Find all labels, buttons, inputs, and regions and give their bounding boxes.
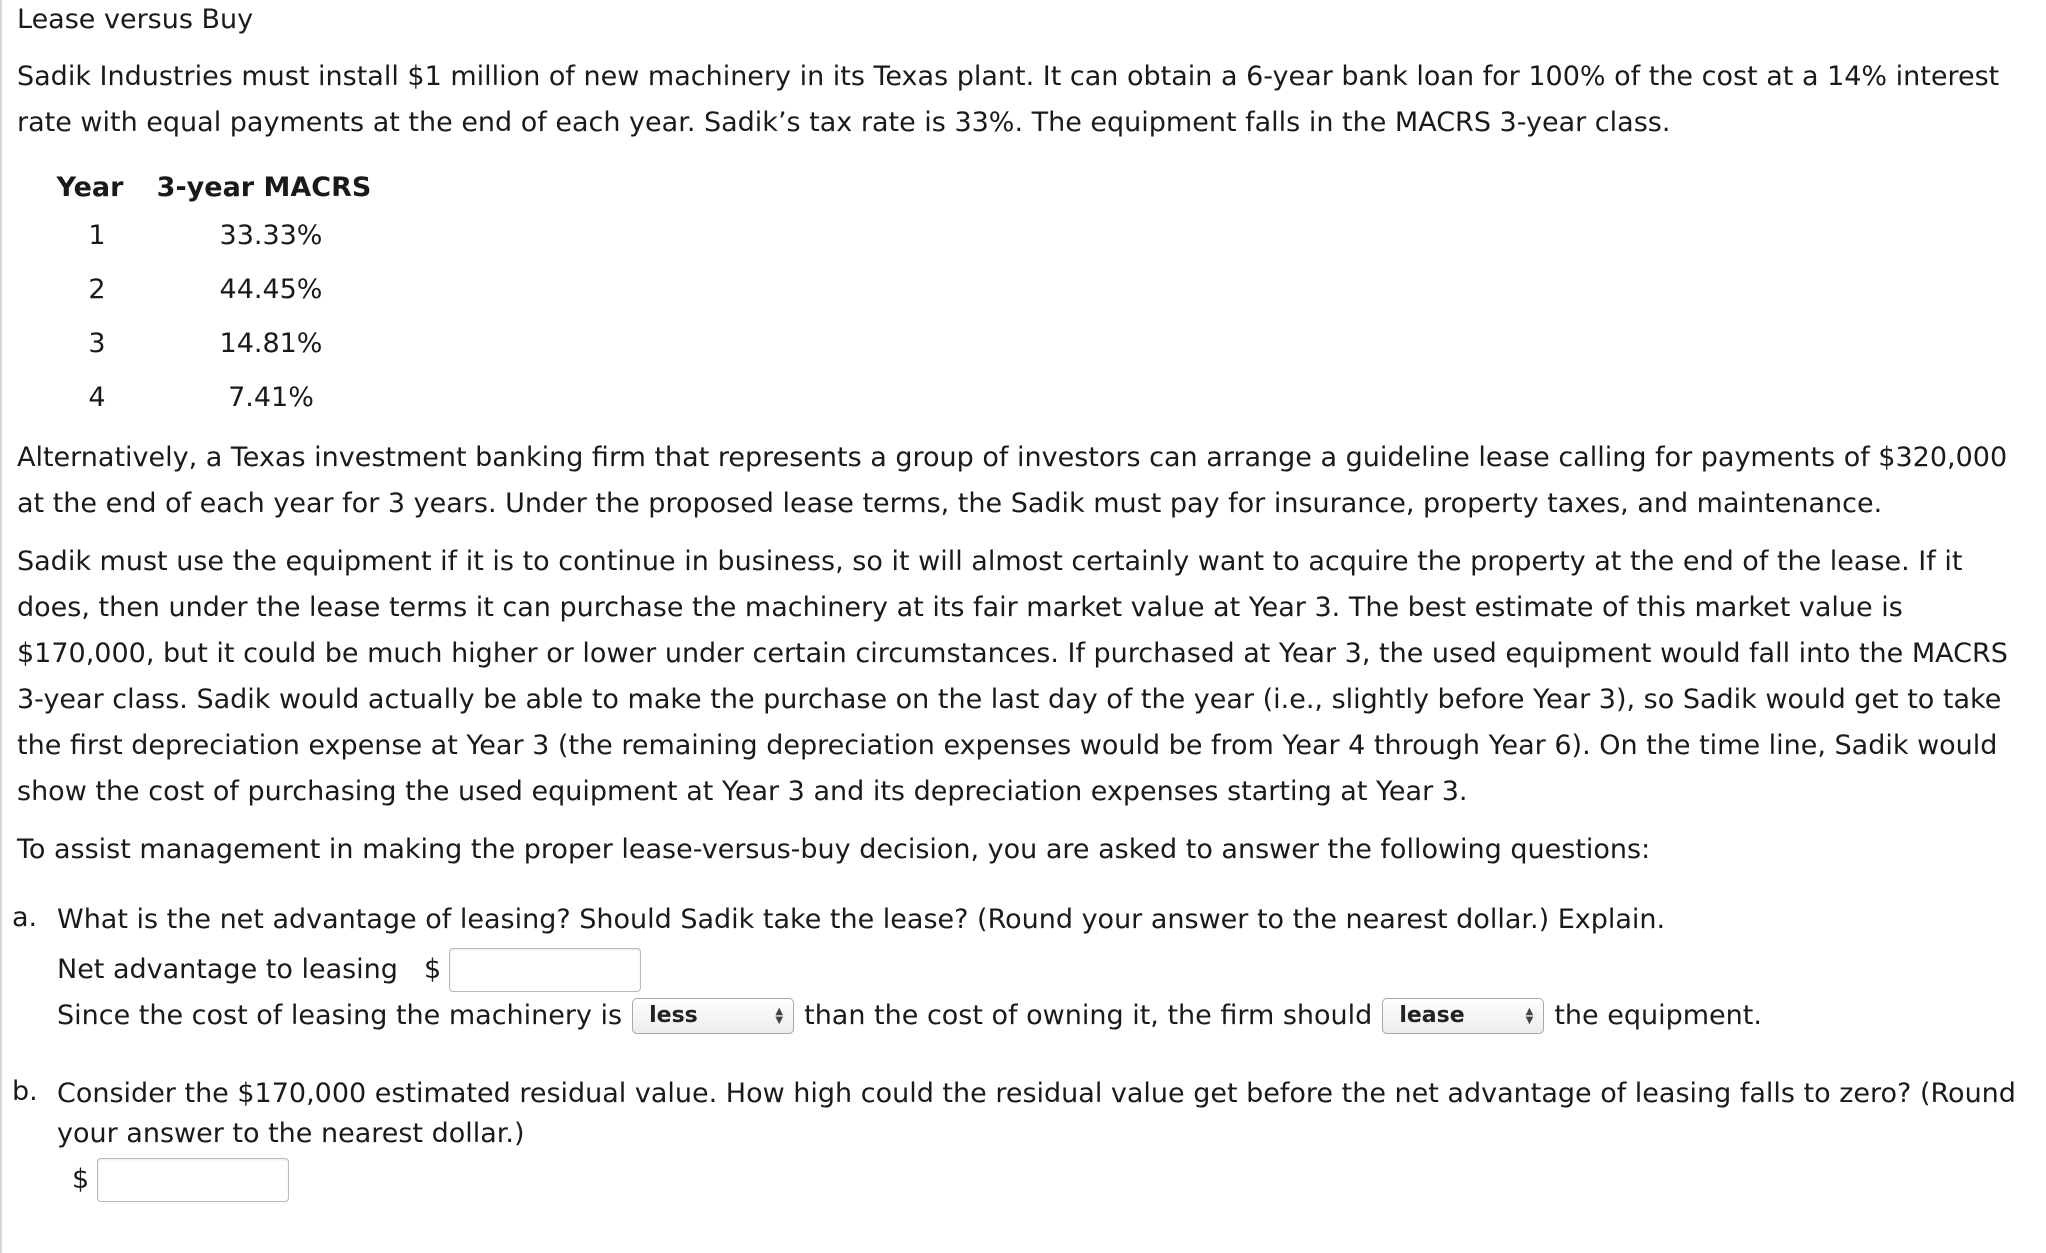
- macrs-rate-cell: 7.41%: [228, 381, 314, 413]
- question-a-label: a.: [12, 902, 38, 933]
- macrs-header-rate: 3-year MACRS: [156, 171, 372, 203]
- select-arrows-icon: ▲ ▼: [1525, 1006, 1534, 1026]
- macrs-year-cell: 1: [88, 219, 106, 251]
- select-arrows-icon: ▲ ▼: [775, 1006, 784, 1026]
- must-use-paragraph: Sadik must use the equipment if it is to continue in business, so it will almost certainly want to acquire the property at the end of the lease. If it does, then under the lease terms it can purchase the machinery at its fair market value at Year 3. The best estimate of this market value is $170,000, but it could be much higher or lower under certain circumstances. If purchased at Year 3, the used equipment would fall into the MACRS 3-year class. Sadik would actually be able to make the purchase on the last day of the year (i.e., slightly before Year 3), so Sadik would get to take the first depreciation expense at Year 3 (the remaining depreciation expenses would be from Year 4 through Year 6). On the time line, Sadik would show the cost of purchasing the used equipment at Year 3 and its depreciation expenses starting at Year 3.: [17, 546, 2008, 807]
- macrs-year-cell: 2: [88, 273, 106, 305]
- firm-action-value: lease: [1399, 1003, 1465, 1028]
- table-row: [40, 370, 388, 424]
- since-suffix-text: the equipment.: [1554, 1000, 1762, 1031]
- table-row: [40, 262, 388, 316]
- macrs-year-cell: 3: [88, 327, 106, 359]
- cost-comparison-select[interactable]: [632, 998, 794, 1034]
- alternative-paragraph: Alternatively, a Texas investment banking firm that represents a group of investors can arrange a guideline lease calling for payments of $320,000 at the end of each year for 3 years. Under the proposed lease terms, the Sadik must pay for insurance, property taxes, and maintenance.: [17, 442, 2008, 519]
- currency-symbol: $: [423, 954, 442, 985]
- macrs-rate-cell: 14.81%: [219, 327, 323, 359]
- table-row: [40, 208, 388, 262]
- net-advantage-row: [57, 948, 641, 992]
- residual-value-row: [72, 1158, 289, 1202]
- macrs-table: [40, 166, 388, 424]
- currency-symbol: $: [72, 1164, 90, 1195]
- question-a-text: What is the net advantage of leasing? Should Sadik take the lease? (Round your answer to the nearest dollar.) Explain.: [57, 904, 1666, 935]
- since-prefix-text: Since the cost of leasing the machinery is: [57, 1000, 623, 1031]
- macrs-year-cell: 4: [88, 381, 106, 413]
- residual-value-input[interactable]: [97, 1158, 289, 1202]
- macrs-rate-cell: 33.33%: [219, 219, 323, 251]
- question-b-label: b.: [12, 1076, 38, 1107]
- table-row: [40, 316, 388, 370]
- since-middle-text: than the cost of owning it, the firm should: [804, 1000, 1373, 1031]
- macrs-rate-cell: 44.45%: [219, 273, 323, 305]
- lease-decision-row: [57, 996, 1762, 1036]
- net-advantage-label: Net advantage to leasing: [57, 954, 398, 985]
- macrs-header-year: Year: [56, 171, 124, 203]
- assist-paragraph: To assist management in making the proper lease-versus-buy decision, you are asked to answer the following questions:: [17, 834, 1651, 865]
- firm-action-select[interactable]: [1382, 998, 1544, 1034]
- cost-comparison-value: less: [649, 1003, 698, 1028]
- net-advantage-input[interactable]: [449, 948, 641, 992]
- question-b-text: Consider the $170,000 estimated residual value. How high could the residual value get before the net advantage of leasing falls to zero? (Round your answer to the nearest dollar.): [57, 1078, 2016, 1149]
- page-title: Lease versus Buy: [17, 4, 254, 35]
- intro-paragraph: Sadik Industries must install $1 million of new machinery in its Texas plant. It can obtain a 6-year bank loan for 100% of the cost at a 14% interest rate with equal payments at the end of each year. Sadik’s tax rate is 33%. The equipment falls in the MACRS 3-year class.: [17, 61, 2000, 138]
